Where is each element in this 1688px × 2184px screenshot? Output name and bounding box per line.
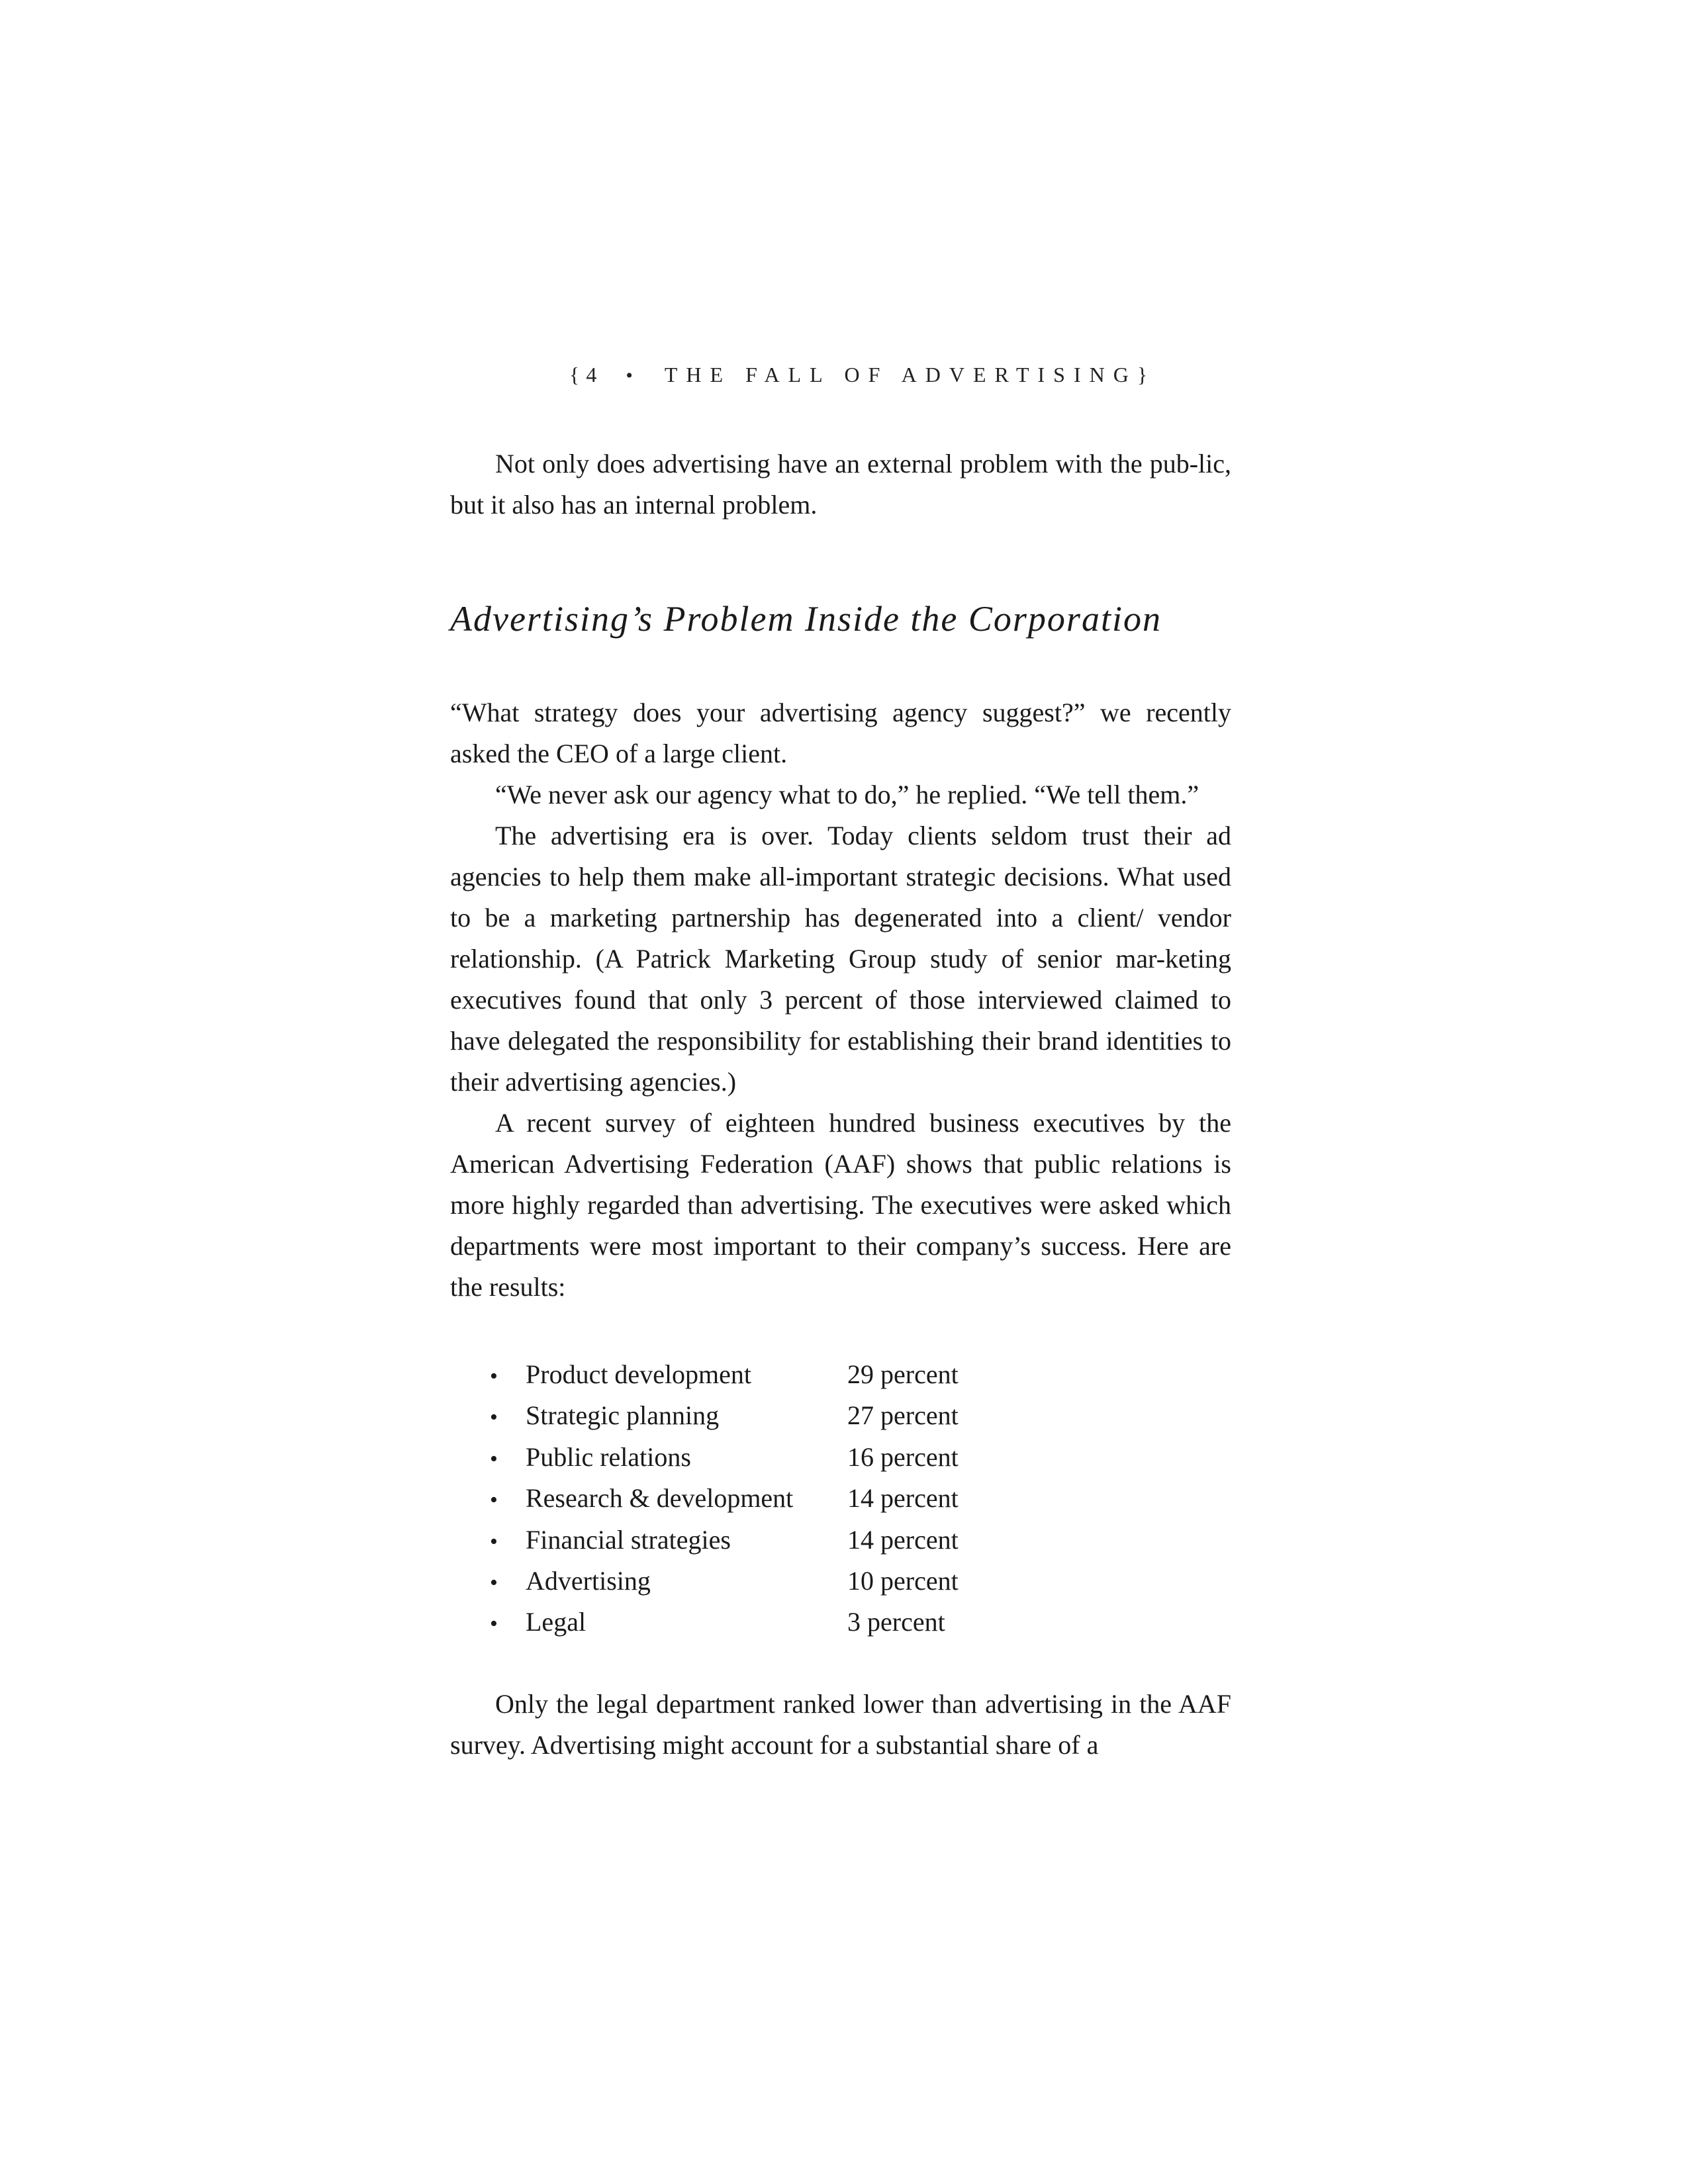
department-label: Financial strategies [526,1524,731,1555]
body-paragraph: A recent survey of eighteen hundred business executives by the American Advertising Federation (AAF) shows that public relations is more highly regarded than advertising. The executives were asked which departments were most important to their company’s success. Here are the results: [450,1108,1231,1302]
list-item [490,1395,1019,1436]
list-item [490,1520,1019,1561]
bullet-icon: • [490,1405,498,1430]
body-paragraph: “What strategy does your advertising agency suggest?” we recently asked the CEO of a large client. [450,698,1231,768]
percent-value: 3 percent [847,1607,945,1637]
page-number: 4 [586,363,597,387]
body-paragraph: “We never ask our agency what to do,” he replied. “We tell them.” [495,780,1199,809]
list-item [490,1602,1019,1643]
department-label: Strategic planning [526,1400,720,1431]
bullet-icon: • [490,1488,498,1513]
body-paragraph: The advertising era is over. Today clients seldom trust their ad agencies to help them make all-important strategic decisions. What used to be a marketing partnership has degenerated into a client/ vendor relationship. (A Patrick Marketing Group study of senior mar-keting executives found that only 3 percent of those interviewed claimed to have delegated the responsibility for establishing their brand identities to their advertising agencies.) [450,821,1231,1097]
department-label: Legal [526,1607,586,1637]
closing-paragraph: Only the legal department ranked lower than advertising in the AAF survey. Advertising might account for a substantial share of a [450,1689,1231,1760]
department-label: Public relations [526,1441,691,1472]
survey-results-list [490,1354,1019,1643]
list-item [490,1437,1019,1478]
department-label: Product development [526,1359,752,1389]
body-text [450,692,1231,1308]
percent-value: 27 percent [847,1400,959,1431]
percent-value: 14 percent [847,1524,959,1555]
bullet-icon: • [490,1612,498,1637]
running-head-separator: • [626,365,633,387]
intro-paragraph-block [450,443,1231,525]
running-head-close-brace: } [1137,363,1148,387]
running-head [569,363,1148,387]
section-heading: Advertising’s Problem Inside the Corporation [450,599,1162,639]
closing-paragraph-block [450,1684,1231,1766]
list-item [490,1354,1019,1395]
running-head-book-title: THE FALL OF ADVERTISING [664,363,1137,387]
list-item [490,1478,1019,1519]
percent-value: 29 percent [847,1359,959,1389]
percent-value: 16 percent [847,1441,959,1472]
running-head-open-brace: { [569,363,580,387]
department-label: Research & development [526,1483,794,1514]
list-item [490,1561,1019,1602]
bullet-icon: • [490,1364,498,1388]
department-label: Advertising [526,1565,651,1596]
bullet-icon: • [490,1570,498,1595]
intro-paragraph: Not only does advertising have an external problem with the pub-lic, but it also has an internal problem. [450,449,1231,520]
percent-value: 10 percent [847,1565,959,1596]
percent-value: 14 percent [847,1483,959,1514]
bullet-icon: • [490,1529,498,1554]
bullet-icon: • [490,1446,498,1471]
